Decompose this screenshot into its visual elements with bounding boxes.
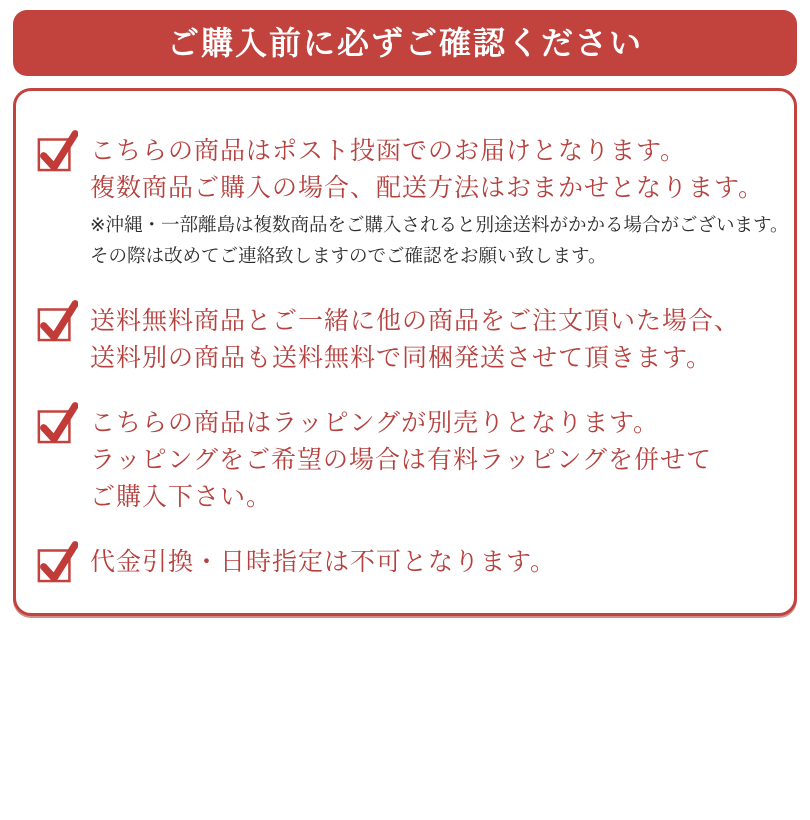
notice-line: 複数商品ご購入の場合、配送方法はおまかせとなります。 [90, 174, 765, 202]
notice-line: こちらの商品はポスト投函でのお届けとなります。 [90, 137, 687, 165]
notice-item-free-shipping [36, 303, 780, 377]
notice-note-line: その際は改めてご連絡致しますのでご確認をお願い致します。 [90, 245, 607, 266]
notice-item-wrapping [36, 405, 780, 516]
notice-note-line: ※沖縄・一部離島は複数商品をご購入されると別途送料がかかる場合がございます。 [90, 214, 789, 235]
page-title: ご購入前に必ずご確認ください [166, 25, 643, 61]
notice-box [13, 88, 797, 616]
notice-line: 送料無料商品とご一緒に他の商品をご注文頂いた場合、 [90, 307, 741, 335]
notice-item-payment [36, 544, 780, 585]
notice-item-text [90, 544, 556, 581]
notice-header [13, 10, 797, 76]
checked-checkbox-icon [36, 126, 78, 174]
notice-line: こちらの商品はラッピングが別売りとなります。 [90, 409, 660, 437]
notice-item-text [90, 405, 712, 516]
notice-line: 代金引換・日時指定は不可となります。 [90, 548, 557, 576]
notice-line: 送料別の商品も送料無料で同梱発送させて頂きます。 [90, 344, 713, 372]
notice-item-text [90, 303, 740, 377]
checked-checkbox-icon [36, 398, 78, 446]
checked-checkbox-icon [36, 296, 78, 344]
notice-line: ラッピングをご希望の場合は有料ラッピングを併せて [90, 446, 713, 474]
notice-note [90, 209, 789, 271]
notice-line: ご購入下さい。 [90, 483, 273, 511]
notice-item-shipping-method [36, 133, 789, 271]
checked-checkbox-icon [36, 537, 78, 585]
notice-item-text [90, 133, 789, 271]
